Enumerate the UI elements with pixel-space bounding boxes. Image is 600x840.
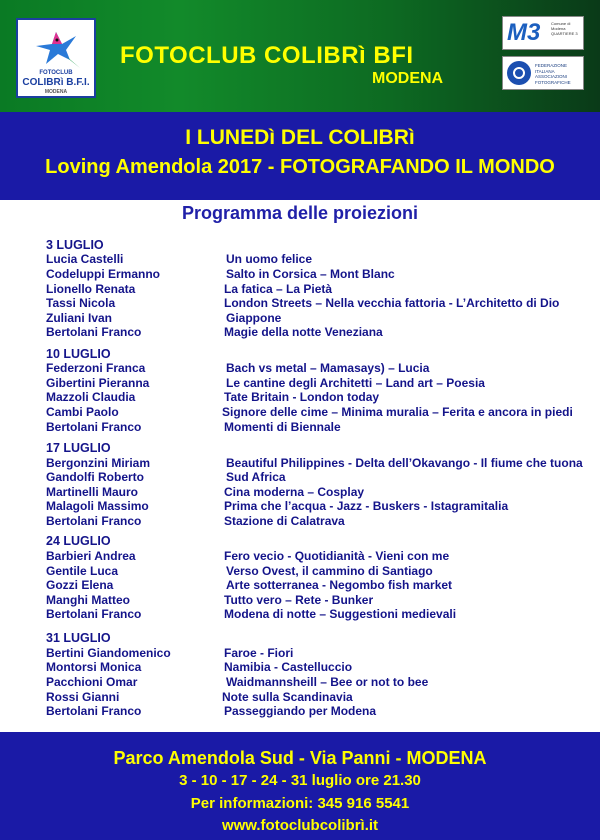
list-item-author: Barbieri Andrea: [46, 549, 136, 563]
footer-dates: 3 - 10 - 17 - 24 - 31 luglio ore 21.30: [179, 772, 421, 789]
list-item-title: Tutto vero – Rete - Bunker: [224, 593, 374, 607]
list-item-author: Bertini Giandomenico: [46, 646, 171, 660]
list-item-author: Cambi Paolo: [46, 405, 119, 419]
list-item-author: Malagoli Massimo: [46, 499, 149, 513]
list-item-author: Gozzi Elena: [46, 578, 114, 592]
list-item-title: Namibia - Castelluccio: [224, 660, 353, 674]
fiaf-logo: [502, 56, 584, 90]
day-heading: 3 LUGLIO: [46, 238, 104, 252]
list-item-title: Faroe - Fiori: [224, 646, 294, 660]
day-heading: 24 LUGLIO: [46, 534, 111, 548]
logo-text-colibri: COLIBRì B.F.I.: [22, 77, 90, 88]
header-band: [0, 0, 600, 112]
banner-subtitle: Loving Amendola 2017 - FOTOGRAFANDO IL MONDO: [45, 156, 555, 178]
list-item-title: London Streets – Nella vecchia fattoria - L’Architetto di Dio: [224, 296, 560, 310]
list-item-title: Fero vecio - Quotidianità - Vieni con me: [224, 549, 450, 563]
list-item-author: Martinelli Mauro: [46, 485, 139, 499]
list-item-title: Signore delle cime – Minima muralia – Ferita e ancora in piedi: [222, 405, 573, 419]
list-item-author: Bergonzini Miriam: [46, 456, 151, 470]
list-item-author: Zuliani Ivan: [46, 311, 113, 325]
program-title: Programma delle proiezioni: [181, 203, 419, 223]
banner-title: I LUNEDì DEL COLIBRì: [185, 126, 415, 149]
list-item-author: Montorsi Monica: [46, 660, 142, 674]
list-item-author: Codeluppi Ermanno: [46, 267, 160, 281]
list-item-author: Gibertini Pieranna: [46, 376, 150, 390]
list-item-title: Waidmannsheill – Bee or not to bee: [226, 675, 429, 689]
footer-info: Per informazioni: 345 916 5541: [190, 795, 410, 812]
day-heading: 10 LUGLIO: [46, 347, 111, 361]
list-item-title: Stazione di Calatrava: [224, 514, 345, 528]
footer-website[interactable]: www.fotoclubcolibrì.it: [221, 817, 379, 834]
quartiere-3-logo: [502, 16, 584, 50]
list-item-title: Salto in Corsica – Mont Blanc: [226, 267, 395, 281]
fiaf-caption: FEDERAZIONE ITALIANA ASSOCIAZIONI FOTOGRAFICHE: [535, 63, 571, 85]
club-title: FOTOCLUB COLIBRì BFI: [120, 42, 414, 69]
list-item-title: Momenti di Biennale: [224, 420, 341, 434]
list-item-author: Federzoni Franca: [46, 361, 146, 375]
list-item-title: Cina moderna – Cosplay: [224, 485, 365, 499]
list-item-author: Gandolfi Roberto: [46, 470, 144, 484]
list-item-title: Arte sotterranea - Negombo fish market: [226, 578, 453, 592]
club-logo: [16, 18, 96, 98]
list-item-author: Bertolani Franco: [46, 514, 142, 528]
list-item-title: Verso Ovest, il cammino di Santiago: [226, 564, 433, 578]
list-item-author: Pacchioni Omar: [46, 675, 138, 689]
logo-text-modena: MODENA: [44, 89, 68, 95]
fiaf-emblem-icon: [507, 61, 531, 85]
list-item-title: Magie della notte Veneziana: [224, 325, 383, 339]
list-item-title: Passeggiando per Modena: [224, 704, 377, 718]
footer-venue: Parco Amendola Sud - Via Panni - MODENA: [113, 748, 487, 768]
logo-text-fotoclub: FOTOCLUB: [39, 70, 73, 76]
club-city: MODENA: [372, 70, 444, 87]
m3-mark: M3: [507, 19, 541, 46]
list-item-title: Le cantine degli Architetti – Land art – Poesia: [226, 376, 485, 390]
m3-caption: Comune di Modena QUARTIERE 3: [551, 21, 578, 36]
hummingbird-icon: [26, 26, 86, 70]
list-item-title: Tate Britain - London today: [224, 390, 380, 404]
list-item-title: La fatica – La Pietà: [224, 282, 333, 296]
list-item-author: Bertolani Franco: [46, 607, 142, 621]
list-item-title: Sud Africa: [226, 470, 286, 484]
list-item-author: Tassi Nicola: [46, 296, 116, 310]
list-item-author: Lionello Renata: [46, 282, 136, 296]
list-item-title: Modena di notte – Suggestioni medievali: [224, 607, 457, 621]
list-item-title: Prima che l’acqua - Jazz - Buskers - Istagramitalia: [224, 499, 509, 513]
list-item-title: Bach vs metal – Mamasays) – Lucia: [226, 361, 430, 375]
list-item-title: Giappone: [226, 311, 282, 325]
list-item-author: Rossi Gianni: [46, 690, 120, 704]
list-item-author: Manghi Matteo: [46, 593, 130, 607]
day-heading: 17 LUGLIO: [46, 441, 111, 455]
list-item-author: Mazzoli Claudia: [46, 390, 136, 404]
list-item-title: Un uomo felice: [226, 252, 313, 266]
list-item-author: Bertolani Franco: [46, 420, 142, 434]
list-item-title: Note sulla Scandinavia: [222, 690, 353, 704]
list-item-author: Gentile Luca: [46, 564, 119, 578]
day-heading: 31 LUGLIO: [46, 631, 111, 645]
list-item-title: Beautiful Philippines - Delta dell’Okavango - Il fiume che tuona: [226, 456, 583, 470]
list-item-author: Bertolani Franco: [46, 325, 142, 339]
list-item-author: Bertolani Franco: [46, 704, 142, 718]
list-item-author: Lucia Castelli: [46, 252, 124, 266]
